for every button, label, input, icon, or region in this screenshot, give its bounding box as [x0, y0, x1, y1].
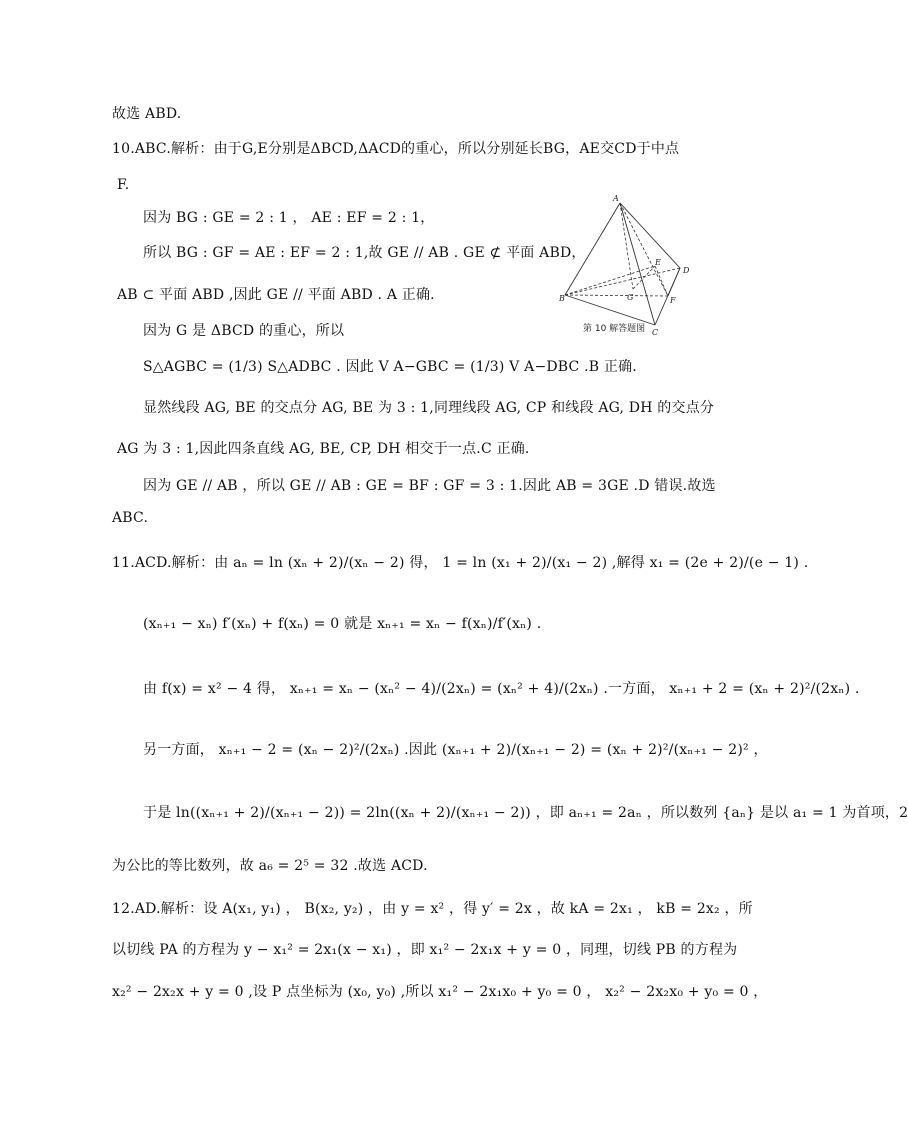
figure-caption: 第 10 解答题图	[583, 324, 646, 334]
text-line: x₂² − 2x₂x + y = 0 ,设 P 点坐标为 (x₀, y₀) ,所以 x₁² − 2x₁x₀ + y₀ = 0 ， x₂² − 2x₂x₀ + y₀ = 0 ，	[112, 984, 768, 1000]
text-line: 为公比的等比数列，故 a₆ = 2⁵ = 32 .故选 ACD.	[112, 858, 428, 874]
text-line: 以切线 PA 的方程为 y − x₁² = 2x₁(x − x₁) ，即 x₁² − 2x₁x + y = 0 ，同理，切线 PB 的方程为	[112, 942, 738, 958]
text-line: 由 f(x) = x² − 4 得， xₙ₊₁ = xₙ − (xₙ² − 4)/(2xₙ) = (xₙ² + 4)/(2xₙ) .一方面， xₙ₊₁ + 2 = (xₙ + 2)²/(2xₙ) .	[143, 681, 860, 697]
label-E: E	[655, 258, 661, 267]
text-line: 因为 BG : GE = 2 : 1 ， AE : EF = 2 : 1，	[143, 210, 435, 226]
tetrahedron-figure	[560, 193, 695, 338]
label-A: A	[613, 194, 619, 203]
label-D: D	[683, 266, 690, 275]
label-B: B	[559, 294, 565, 303]
text-line: 显然线段 AG, BE 的交点分 AG, BE 为 3 : 1,同理线段 AG, CP 和线段 AG, DH 的交点分	[143, 400, 715, 416]
text-line: 12.AD.解析：设 A(x₁, y₁) ， B(x₂, y₂) ，由 y = x² ，得 y′ = 2x ，故 kA = 2x₁ ， kB = 2x₂ ，所	[112, 901, 753, 917]
label-F: F	[670, 296, 676, 305]
text-line: AB ⊂ 平面 ABD ,因此 GE // 平面 ABD . A 正确.	[117, 287, 435, 303]
text-line: AG 为 3 : 1,因此四条直线 AG, BE, CP, DH 相交于一点.C 正确.	[117, 441, 530, 457]
text-line: S△AGBC = (1/3) S△ADBC . 因此 V A−GBC = (1/3) V A−DBC .B 正确.	[143, 359, 637, 375]
text-line: 故选 ABD.	[112, 106, 182, 122]
text-line: 因为 G 是 ΔBCD 的重心，所以	[143, 323, 345, 339]
text-line: (xₙ₊₁ − xₙ) f′(xₙ) + f(xₙ) = 0 就是 xₙ₊₁ = xₙ − f(xₙ)/f′(xₙ) .	[143, 616, 542, 632]
text-line: 因为 GE // AB ，所以 GE // AB : GE = BF : GF = 3 : 1.因此 AB = 3GE .D 错误.故选	[143, 478, 716, 494]
text-line: F.	[117, 177, 130, 193]
text-line: ABC.	[112, 510, 149, 526]
text-line: 10.ABC.解析：由于G,E分别是ΔBCD,ΔACD的重心，所以分别延长BG，AE交CD于中点	[112, 141, 680, 157]
label-G: G	[627, 293, 634, 302]
text-line: 所以 BG : GF = AE : EF = 2 : 1,故 GE // AB . GE ⊄ 平面 ABD，	[143, 245, 586, 261]
text-line: 另一方面， xₙ₊₁ − 2 = (xₙ − 2)²/(2xₙ) .因此 (xₙ₊₁ + 2)/(xₙ₊₁ − 2) = (xₙ + 2)²/(xₙ₊₁ − 2)² ，	[143, 742, 768, 758]
label-C: C	[652, 328, 659, 337]
text-line: 11.ACD.解析：由 aₙ = ln (xₙ + 2)/(xₙ − 2) 得， 1 = ln (x₁ + 2)/(x₁ − 2) ,解得 x₁ = (2e + 2)/(e − 1) .	[112, 555, 809, 571]
text-line: 于是 ln((xₙ₊₁ + 2)/(xₙ₊₁ − 2)) = 2ln((xₙ + 2)/(xₙ₊₁ − 2)) ，即 aₙ₊₁ = 2aₙ ，所以数列 {aₙ} 是以 a₁ = 1 为首项，2	[143, 805, 908, 821]
